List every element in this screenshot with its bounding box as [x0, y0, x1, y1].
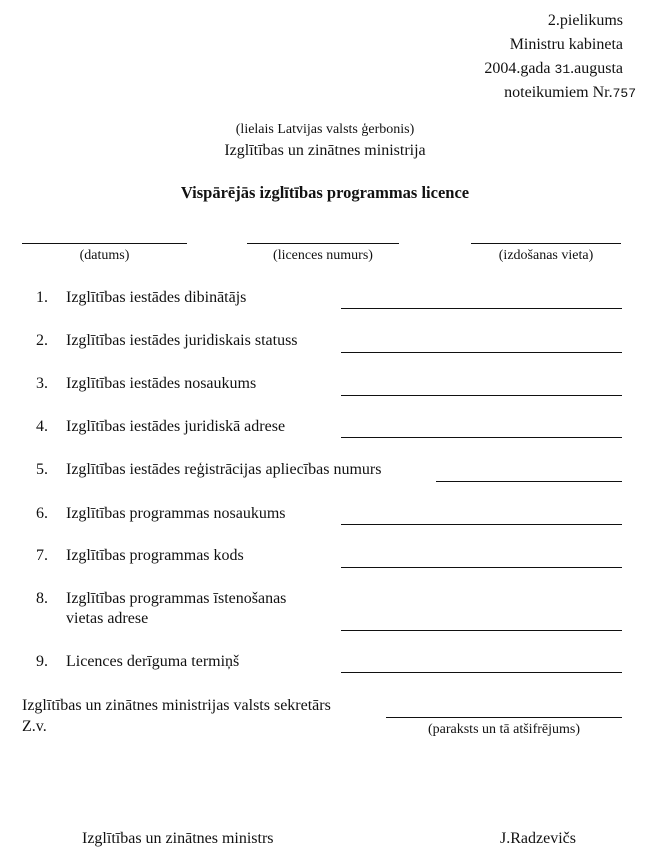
item-label: Izglītības iestādes reģistrācijas apliecības numurs	[66, 461, 382, 478]
item-label: Izglītības iestādes dibinātājs	[66, 289, 247, 306]
annex-date-prefix: 2004.gada	[484, 60, 555, 77]
ministry-name: Izglītības un zinātnes ministrija	[224, 142, 426, 159]
item-number: 4.	[36, 418, 48, 435]
signature-label: (paraksts un tā atšifrējums)	[427, 722, 580, 737]
coat-of-arms-note: (lielais Latvijas valsts ģerbonis)	[235, 122, 415, 137]
item-label: Izglītības iestādes juridiskā adrese	[66, 418, 286, 435]
item-label: Izglītības programmas īstenošanas	[66, 590, 287, 607]
minister-title: Izglītības un zinātnes ministrs	[82, 830, 274, 847]
item-label-continued: vietas adrese	[66, 610, 149, 627]
item-label: Izglītības programmas nosaukums	[66, 505, 286, 522]
item-fill-line	[341, 567, 622, 568]
annex-regulation-number: 757	[612, 86, 636, 101]
item-number: 9.	[36, 653, 48, 670]
issue-place-label: (izdošanas vieta)	[498, 248, 594, 263]
item-fill-line	[341, 437, 622, 438]
item-fill-line	[341, 524, 622, 525]
item-number: 3.	[36, 375, 48, 392]
annex-line-3	[363, 60, 623, 78]
item-label: Izglītības iestādes juridiskais statuss	[66, 332, 298, 349]
item-label: Izglītības iestādes nosaukums	[66, 375, 257, 392]
licence-number-line	[247, 243, 399, 244]
annex-date-day: 31	[554, 62, 571, 77]
annex-line-1: 2.pielikums	[547, 12, 623, 29]
item-number: 2.	[36, 332, 48, 349]
signature-line	[386, 717, 622, 718]
item-fill-line	[341, 395, 622, 396]
minister-name: J.Radzevičs	[500, 830, 576, 847]
item-label: Licences derīguma termiņš	[66, 653, 240, 670]
date-label: (datums)	[79, 248, 130, 263]
item-number: 6.	[36, 505, 48, 522]
annex-line-2: Ministru kabineta	[509, 36, 623, 53]
annex-date-suffix: .augusta	[570, 60, 623, 77]
issue-place-line	[471, 243, 621, 244]
item-number: 7.	[36, 547, 48, 564]
item-number: 8.	[36, 590, 48, 607]
seal-place: Z.v.	[22, 718, 47, 735]
item-number: 5.	[36, 461, 48, 478]
item-label: Izglītības programmas kods	[66, 547, 244, 564]
item-fill-line	[436, 481, 622, 482]
document-title: Vispārējās izglītības programmas licence	[180, 183, 470, 202]
item-fill-line	[341, 672, 622, 673]
secretary-title: Izglītības un zinātnes ministrijas valsts sekretārs	[22, 697, 331, 714]
licence-number-label: (licences numurs)	[273, 248, 373, 263]
item-fill-line	[341, 352, 622, 353]
date-line	[22, 243, 187, 244]
item-fill-line	[341, 630, 622, 631]
item-number: 1.	[36, 289, 48, 306]
item-fill-line	[341, 308, 622, 309]
annex-regulation-prefix: noteikumiem Nr.	[504, 84, 613, 101]
annex-line-4	[376, 84, 636, 102]
